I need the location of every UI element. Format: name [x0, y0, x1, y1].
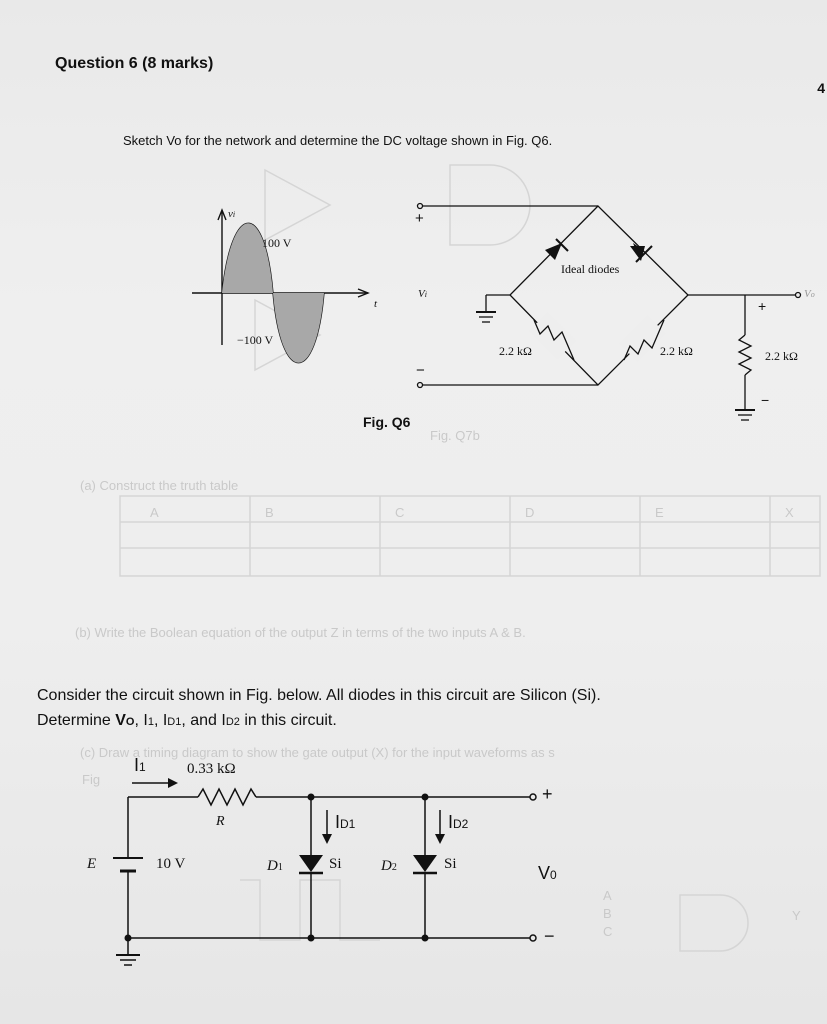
current-id2-label: ID2 — [448, 812, 469, 832]
terminal-minus — [530, 935, 536, 941]
diode-d2-type: Si — [444, 856, 457, 872]
diode-d2 — [413, 855, 437, 873]
bleed-row-c: (c) Draw a timing diagram to show the gate output (X) for the input waveforms as s — [80, 745, 555, 760]
diode-d1-type: Si — [329, 856, 342, 872]
output-minus-sign: − — [544, 926, 555, 946]
bleed-input-c: C — [603, 924, 613, 939]
question6-instruction: Sketch Vo for the network and determine the DC voltage shown in Fig. Q6. — [123, 133, 553, 148]
source-name-label: E — [87, 856, 97, 872]
bleed-tt-x: X — [785, 505, 794, 520]
output-plus-sign: + — [542, 784, 553, 804]
bleed-input-b: B — [603, 906, 612, 921]
current-id1-label: ID1 — [335, 812, 356, 832]
bleed-row-b: (b) Write the Boolean equation of the output Z in terms of the two inputs A & B. — [75, 625, 526, 640]
bleed-input-a: A — [603, 888, 612, 903]
t-axis-label: t — [374, 298, 378, 310]
terminal-plus — [530, 794, 536, 800]
output-vo-label: V0 — [538, 863, 557, 883]
diode-d1 — [299, 855, 323, 873]
source-value-label: 10 V — [156, 856, 186, 872]
page-number: 4 — [817, 80, 825, 96]
ideal-diodes-label: Ideal diodes — [561, 262, 620, 276]
bridge-resistor-left-label: 2.2 kΩ — [499, 344, 532, 358]
source-label: Vi — [418, 288, 427, 300]
bleed-tt-c: C — [395, 505, 405, 520]
current-i1-label: I1 — [134, 755, 146, 775]
source-plus: + — [415, 210, 424, 227]
bleed-fig: Fig — [82, 772, 101, 787]
question6-title: Question 6 (8 marks) — [55, 55, 214, 72]
bleed-row-a: (a) Construct the truth table — [80, 478, 239, 493]
peak-positive-label: 100 V — [262, 236, 292, 250]
bridge-resistor-right-label: 2.2 kΩ — [660, 344, 693, 358]
resistor-name-label: R — [216, 814, 225, 829]
question7-task: Determine VO, I1, ID1, and ID2 in this circuit. — [37, 712, 337, 729]
resistor-r — [198, 789, 256, 805]
bleed-tt-b: B — [265, 505, 274, 520]
question7-statement: Consider the circuit shown in Fig. below. All diodes in this circuit are Silicon (Si). — [37, 687, 601, 704]
output-minus: − — [761, 392, 770, 408]
bleed-tt-a: A — [150, 505, 159, 520]
diode-d2-label: D2 — [381, 858, 397, 874]
bleed-tt-d: D — [525, 505, 535, 520]
resistor-value-label: 0.33 kΩ — [187, 761, 236, 777]
bleed-output-y: Y — [792, 908, 801, 923]
peak-negative-label: −100 V — [237, 333, 274, 347]
bleed-fig-label: Fig. Q7b — [430, 428, 480, 443]
bleed-tt-e: E — [655, 505, 664, 520]
load-resistor-label: 2.2 kΩ — [765, 349, 798, 363]
output-plus: + — [758, 298, 767, 314]
output-label: Vo — [804, 288, 815, 300]
source-minus: − — [416, 362, 425, 379]
diode-d1-label: D1 — [267, 858, 283, 874]
figure-q6-caption: Fig. Q6 — [363, 414, 411, 430]
vi-axis-label: vi — [228, 208, 236, 220]
